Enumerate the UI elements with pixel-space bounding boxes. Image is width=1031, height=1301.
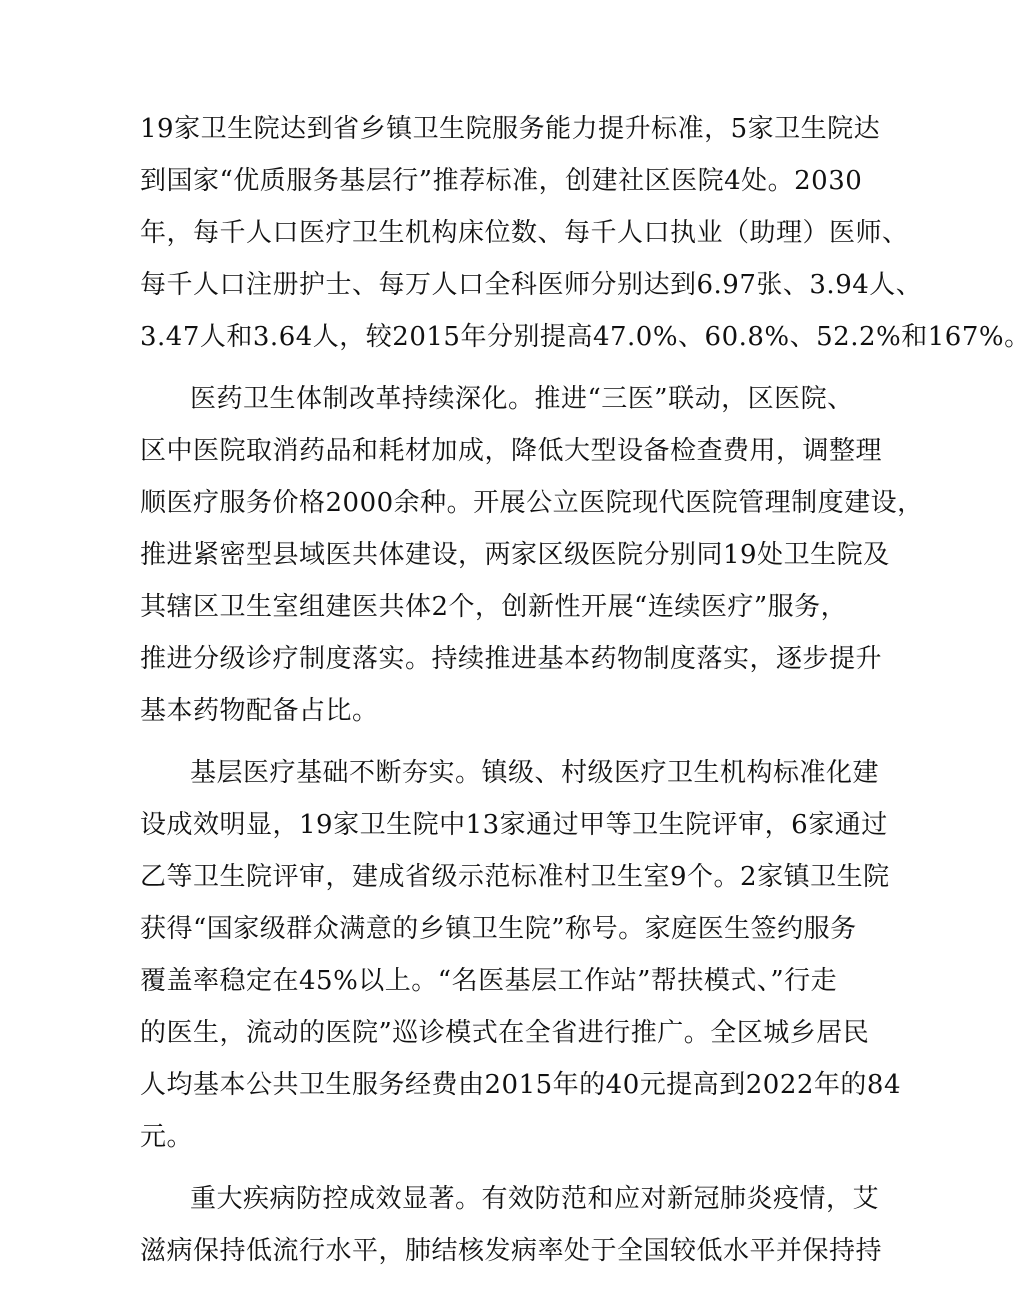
paragraph-line: 获得“国家级群众满意的乡镇卫生院”称号。家庭医生签约服务 (140, 914, 857, 944)
paragraph-line: 重大疾病防控成效显著。有效防范和应对新冠肺炎疫情，艾 (190, 1184, 880, 1214)
paragraph-line: 医药卫生体制改革持续深化。推进“三医”联动，区医院、 (190, 384, 854, 414)
paragraph-line: 人均基本公共卫生服务经费由2015年的40元提高到2022年的84 (140, 1070, 902, 1100)
paragraph-line: 19家卫生院达到省乡镇卫生院服务能力提升标准，5家卫生院达 (140, 114, 881, 144)
paragraph-line: 的医生，流动的医院”巡诊模式在全省进行推广。全区城乡居民 (140, 1018, 870, 1048)
paragraph-line: 乙等卫生院评审，建成省级示范标准村卫生室9个。2家镇卫生院 (140, 862, 890, 892)
paragraph-line: 3.47人和3.64人，较2015年分别提高47.0%、60.8%、52.2%和167%。 (140, 322, 1031, 352)
paragraph-line: 年，每千人口医疗卫生机构床位数、每千人口执业（助理）医师、 (140, 218, 909, 248)
paragraph-line: 每千人口注册护士、每万人口全科医师分别达到6.97张、3.94人、 (140, 270, 923, 300)
paragraph-line: 滋病保持低流行水平，肺结核发病率处于全国较低水平并保持持 (140, 1236, 883, 1266)
paragraph-line: 到国家“优质服务基层行”推荐标准，创建社区医院4处。2030 (140, 166, 863, 196)
paragraph-line: 其辖区卫生室组建医共体2个，创新性开展“连续医疗”服务， (140, 592, 848, 622)
paragraph-line: 覆盖率稳定在45%以上。“名医基层工作站”帮扶模式、”行走 (140, 966, 838, 996)
paragraph-line: 设成效明显，19家卫生院中13家通过甲等卫生院评审，6家通过 (140, 810, 888, 840)
paragraph-line: 基本药物配备占比。 (140, 696, 379, 726)
paragraph-line: 顺医疗服务价格2000余种。开展公立医院现代医院管理制度建设， (140, 488, 924, 518)
paragraph-line: 基层医疗基础不断夯实。镇级、村级医疗卫生机构标准化建 (190, 758, 880, 788)
paragraph-line: 推进分级诊疗制度落实。持续推进基本药物制度落实，逐步提升 (140, 644, 883, 674)
paragraph-line: 推进紧密型县域医共体建设，两家区级医院分别同19处卫生院及 (140, 540, 890, 570)
paragraph-line: 区中医院取消药品和耗材加成，降低大型设备检查费用，调整理 (140, 436, 883, 466)
paragraph-line: 元。 (140, 1122, 194, 1152)
